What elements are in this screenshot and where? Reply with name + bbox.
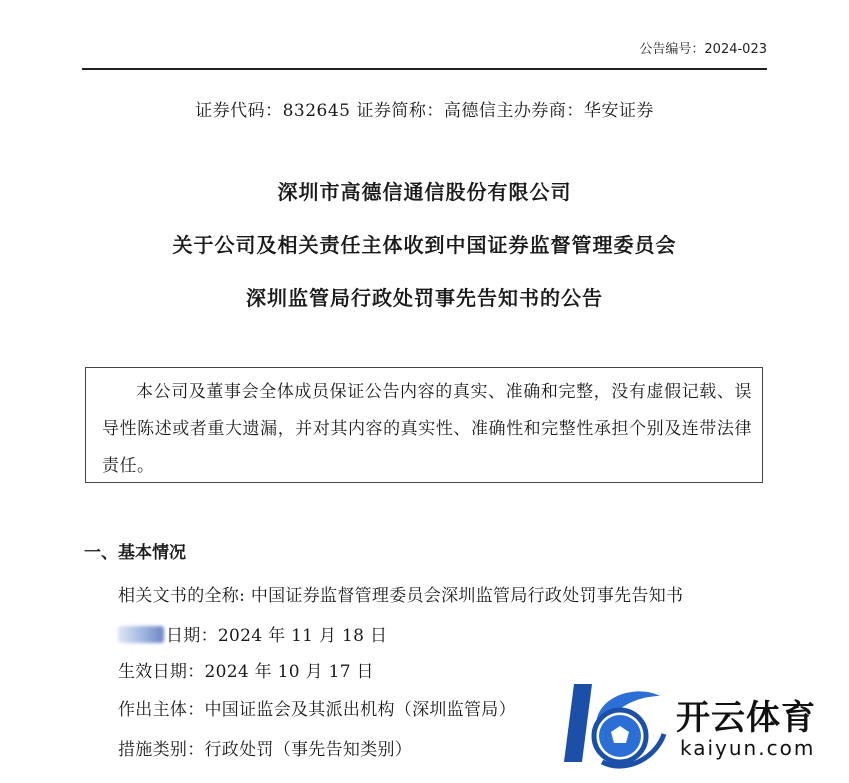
document-date: 日期：2024 年 11 月 18 日 bbox=[166, 626, 388, 646]
section-heading-basic-info: 一、基本情况 bbox=[84, 543, 186, 563]
announcement-title-line1: 关于公司及相关责任主体收到中国证券监督管理委员会 bbox=[172, 233, 677, 257]
announcement-title-line2: 深圳监管局行政处罚事先告知书的公告 bbox=[246, 286, 603, 310]
watermark-brand: 开云体育 bbox=[676, 698, 816, 738]
document-full-name: 相关文书的全称: 中国证券监督管理委员会深圳监管局行政处罚事先告知书 bbox=[118, 586, 684, 606]
redacted-blur bbox=[118, 626, 164, 643]
measure-category: 措施类别：行政处罚（事先告知类别） bbox=[118, 740, 413, 760]
announcement-number: 公告编号：2024-023 bbox=[639, 42, 767, 57]
soccer-ball-icon bbox=[556, 676, 676, 776]
document-date-row bbox=[118, 621, 387, 646]
securities-info: 证券代码：832645 证券简称：高德信主办券商：华安证券 bbox=[195, 101, 654, 121]
header-rule bbox=[82, 68, 767, 70]
watermark-url: kaiyun.com bbox=[680, 736, 816, 760]
effective-date: 生效日期：2024 年 10 月 17 日 bbox=[118, 662, 374, 682]
issuing-body: 作出主体：中国证监会及其派出机构（深圳监管局） bbox=[118, 700, 516, 720]
board-guarantee-box bbox=[85, 367, 763, 483]
board-guarantee-text: 本公司及董事会全体成员保证公告内容的真实、准确和完整，没有虚假记载、误导性陈述或者重大遗漏，并对其内容的真实性、准确性和完整性承担个别及连带法律责任。 bbox=[102, 382, 752, 476]
watermark-logo bbox=[556, 676, 846, 776]
company-title: 深圳市高德信通信股份有限公司 bbox=[277, 180, 572, 204]
